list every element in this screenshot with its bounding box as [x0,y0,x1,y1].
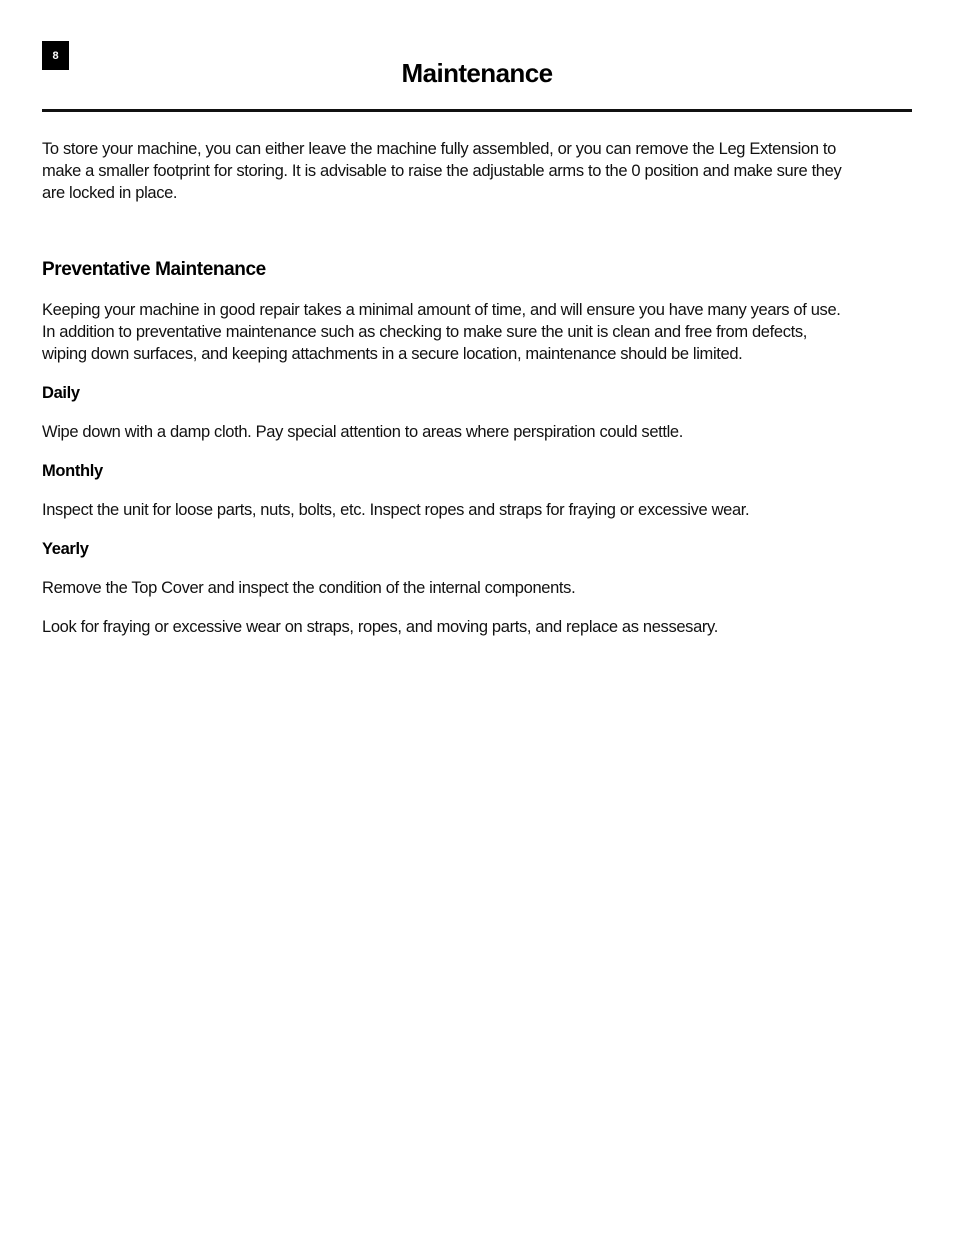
page-number-badge: 8 [42,41,69,70]
daily-heading: Daily [42,384,80,402]
yearly-paragraph-1: Remove the Top Cover and inspect the condition of the internal components. [42,579,576,597]
yearly-heading: Yearly [42,540,89,558]
yearly-paragraph-2: Look for fraying or excessive wear on straps, ropes, and moving parts, and replace as nessesary. [42,618,718,636]
monthly-paragraph: Inspect the unit for loose parts, nuts, bolts, etc. Inspect ropes and straps for fraying or excessive wear. [42,501,750,519]
monthly-heading: Monthly [42,462,103,480]
page-title: Maintenance [401,58,553,88]
preventative-maintenance-paragraph: Keeping your machine in good repair takes a minimal amount of time, and will ensure you have many years of use. In addition to preventative maintenance such as checking to make sure the unit is clean and free from defects, wiping down surfaces, and keeping attachments in a secure location, maintenance should be limited. [42,301,841,363]
title-divider [42,109,912,112]
document-body [42,138,842,655]
intro-paragraph: To store your machine, you can either leave the machine fully assembled, or you can remove the Leg Extension to make a smaller footprint for storing. It is advisable to raise the adjustable arms to the 0 position and make sure they are locked in place. [42,140,842,202]
daily-paragraph: Wipe down with a damp cloth. Pay special attention to areas where perspiration could settle. [42,423,683,441]
preventative-maintenance-heading: Preventative Maintenance [42,259,266,280]
